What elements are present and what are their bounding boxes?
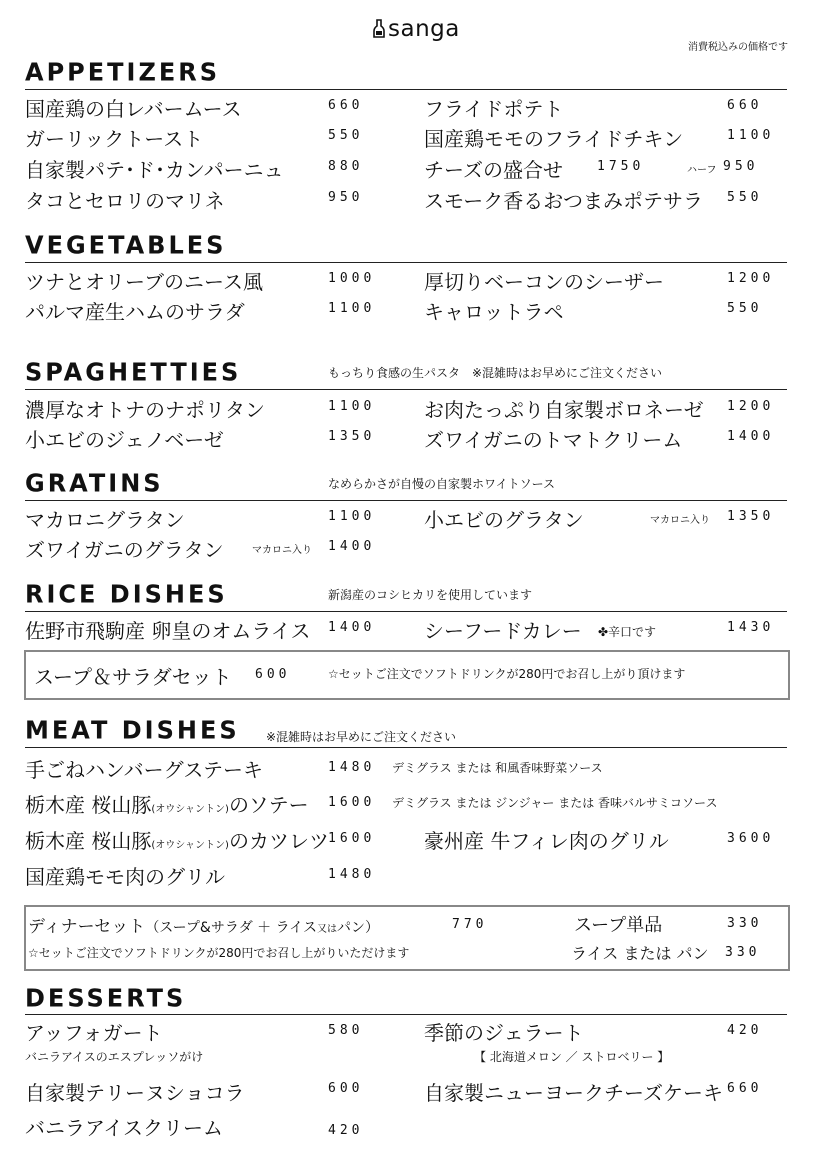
menu-item-sub: 【 北海道メロン ／ ストロベリー 】 (474, 1050, 670, 1064)
menu-item-name: 自家製ニューヨークチーズケーキ (424, 1081, 723, 1105)
set-price: 600 (255, 667, 291, 682)
section-note: もっちり食感の生パスタ ※混雑時はお早めにご注文ください (328, 366, 663, 380)
menu-item-name: 国産鶏モモ肉のグリル (25, 865, 225, 889)
label-part: ディナーセット (28, 917, 146, 937)
menu-item-price: 550 (727, 301, 763, 316)
menu-item-name: 自家製パテ･ド･カンパーニュ (25, 158, 284, 182)
menu-item-name: チーズの盛合せ (424, 158, 563, 182)
menu-item-price: 1400 (727, 429, 775, 444)
menu-item-name: 季節のジェラート (424, 1021, 584, 1045)
menu-item-price: 1100 (328, 399, 376, 414)
menu-item-price: 1600 (328, 795, 376, 810)
menu-item-name: キャロットラペ (424, 300, 564, 324)
label-part: パン） (337, 920, 380, 936)
menu-item-name: 小エビのジェノベーゼ (25, 428, 224, 452)
menu-item-name: ガーリックトースト (25, 127, 204, 151)
menu-item-price: 1350 (328, 429, 376, 444)
section-title-vegetables: VEGETABLES (25, 230, 227, 260)
menu-item-name: 自家製テリーヌショコラ (25, 1081, 245, 1105)
divider (25, 747, 787, 748)
name-part: のソテー (228, 793, 309, 817)
menu-item-price: 660 (727, 1081, 763, 1096)
menu-item-sub: マカロニ入り (650, 515, 710, 526)
menu-item-price: 950 (328, 190, 364, 205)
menu-item-sub: バニラアイスのエスプレッソがけ (25, 1050, 204, 1064)
soup-single-label: スープ単品 (574, 915, 663, 936)
name-part: 栃木産 桜山豚 (25, 793, 152, 817)
label-part: 又は (317, 924, 338, 935)
label-part: （スープ&サラダ ＋ ライス (145, 920, 318, 936)
menu-item-price: 550 (328, 128, 364, 143)
menu-item-name (25, 825, 329, 854)
divider (25, 500, 787, 501)
menu-item-price: 1430 (727, 620, 775, 635)
menu-item-name (25, 789, 309, 818)
menu-item-name: 小エビのグラタン (424, 508, 584, 532)
section-title-appetizers: APPETIZERS (25, 57, 221, 87)
ruby-reading: (オウシャントン) (151, 840, 229, 851)
menu-item-name: バニラアイスクリーム (25, 1116, 223, 1140)
menu-item-name: 佐野市飛駒産 卵皇のオムライス (25, 619, 311, 643)
menu-item-name: ツナとオリーブのニース風 (25, 270, 263, 294)
menu-item-price: 1480 (328, 867, 376, 882)
menu-item-name: パルマ産生ハムのサラダ (25, 300, 245, 324)
menu-item-name: 手ごねハンバーグステーキ (25, 758, 263, 782)
soup-single-price: 330 (727, 916, 763, 931)
section-title-rice: RICE DISHES (25, 579, 228, 609)
menu-item-name: タコとセロリのマリネ (25, 189, 225, 213)
menu-item-name: お肉たっぷり自家製ボロネーゼ (424, 398, 704, 422)
set-name: スープ＆サラダセット (34, 665, 232, 689)
section-note: 新潟産のコシヒカリを使用しています (328, 588, 533, 602)
menu-item-name: ズワイガニのトマトクリーム (424, 428, 683, 452)
name-part: 栃木産 桜山豚 (25, 829, 152, 853)
divider (25, 1014, 787, 1015)
section-title-gratins: GRATINS (25, 468, 164, 498)
rice-or-bread-price: 330 (725, 945, 761, 960)
brand-logo (373, 16, 460, 42)
section-title-desserts: DESSERTS (25, 983, 187, 1013)
dinner-set-note: ☆セットご注文でソフトドリンクが280円でお召し上がりいただけます (28, 946, 410, 960)
menu-item-price: 1100 (727, 128, 775, 143)
menu-item-name: フライドポテト (424, 97, 564, 121)
menu-item-sub: ✤辛口です (598, 625, 657, 639)
menu-item-name: 国産鶏の白レバームース (25, 97, 242, 121)
menu-item-name: 豪州産 牛フィレ肉のグリル (424, 829, 669, 853)
menu-item-price: 1480 (328, 760, 376, 775)
half-label: ハーフ (687, 165, 717, 176)
menu-item-price: 420 (727, 1023, 763, 1038)
menu-item-price: 1200 (727, 271, 775, 286)
menu-item-name: 厚切りベーコンのシーザー (424, 270, 664, 294)
divider (25, 611, 787, 612)
sauce-options: デミグラス または 和風香味野菜ソース (392, 761, 603, 775)
name-part: のカツレツ (228, 829, 329, 853)
menu-item-price: 550 (727, 190, 763, 205)
divider (25, 89, 787, 90)
menu-item-name: スモーク香るおつまみポテサラ (424, 189, 703, 213)
menu-item-name: ズワイガニのグラタン (25, 538, 224, 562)
section-title-meat: MEAT DISHES (25, 715, 240, 745)
set-note: ☆セットご注文でソフトドリンクが280円でお召し上がり頂けます (328, 667, 686, 681)
menu-item-price: 1750 (597, 159, 645, 174)
menu-item-price: 1100 (328, 301, 376, 316)
menu-item-price: 880 (328, 159, 364, 174)
menu-item-name: アッフォガート (25, 1021, 163, 1045)
menu-item-sub: マカロニ入り (252, 545, 312, 556)
bottle-icon (373, 19, 385, 38)
menu-item-name: 濃厚なオトナのナポリタン (25, 398, 265, 422)
half-price: 950 (723, 159, 759, 174)
menu-item-price: 580 (328, 1023, 364, 1038)
menu-item-price: 420 (328, 1123, 364, 1138)
menu-item-price: 1200 (727, 399, 775, 414)
menu-item-price: 1100 (328, 509, 376, 524)
ruby-reading: (オウシャントン) (151, 804, 229, 815)
divider (25, 389, 787, 390)
tax-note: 消費税込みの価格です (688, 42, 788, 53)
menu-item-price: 3600 (727, 831, 775, 846)
dinner-set-price: 770 (452, 917, 488, 932)
menu-item-price: 1000 (328, 271, 376, 286)
section-note: ※混雑時はお早めにご注文ください (266, 730, 457, 744)
section-title-spaghetties: SPAGHETTIES (25, 357, 242, 387)
brand-name: sanga (388, 16, 460, 42)
menu-item-name: 国産鶏モモのフライドチキン (424, 127, 684, 151)
dinner-set-label (28, 912, 379, 937)
menu-item-name: シーフードカレー (424, 619, 582, 643)
menu-item-name: マカロニグラタン (25, 508, 185, 532)
section-note: なめらかさが自慢の自家製ホワイトソース (328, 477, 556, 491)
menu-item-price: 660 (328, 98, 364, 113)
sauce-options: デミグラス または ジンジャー または 香味バルサミコソース (392, 796, 718, 810)
menu-item-price: 1400 (328, 620, 376, 635)
menu-item-price: 1600 (328, 831, 376, 846)
menu-item-price: 1400 (328, 539, 376, 554)
menu-item-price: 660 (727, 98, 763, 113)
divider (25, 262, 787, 263)
menu-item-price: 1350 (727, 509, 775, 524)
menu-item-price: 600 (328, 1081, 364, 1096)
rice-or-bread-label: ライス または パン (571, 944, 709, 963)
